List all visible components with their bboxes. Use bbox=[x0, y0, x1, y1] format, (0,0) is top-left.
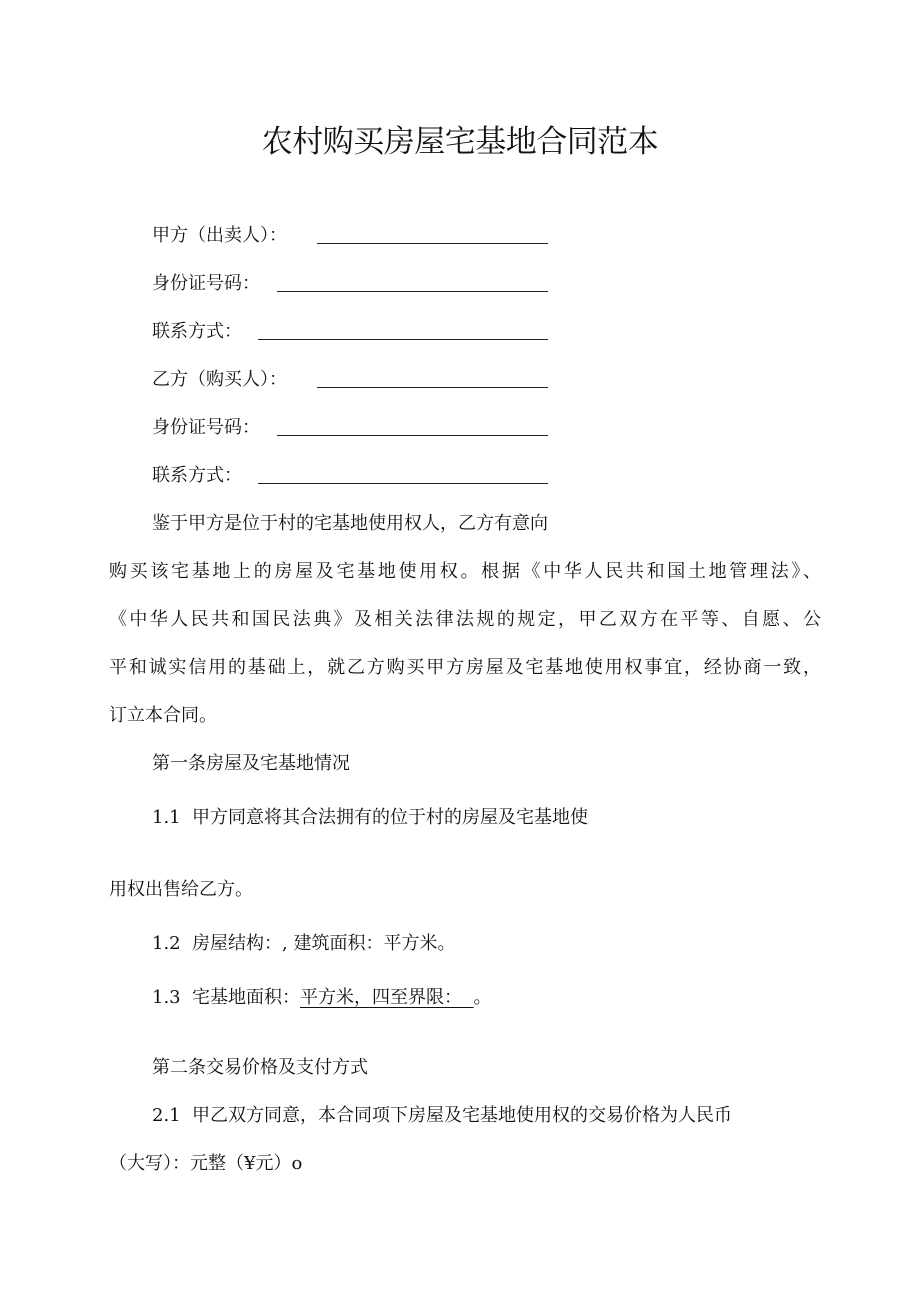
id-b-label: 身份证号码： bbox=[152, 417, 260, 438]
preamble-line-2: 购买该宅基地上的房屋及宅基地使用权。根据《中华人民共和国土地管理法》、 bbox=[109, 561, 821, 582]
contact-a-label: 联系方式： bbox=[152, 321, 242, 342]
party-b-label: 乙方（购买人）： bbox=[152, 369, 287, 390]
clause-1-1-number: 1.1 bbox=[152, 807, 181, 828]
clause-1-1-continuation: 用权出售给乙方。 bbox=[109, 879, 253, 900]
clause-1-1-text: 甲方同意将其合法拥有的位于村的房屋及宅基地使 bbox=[192, 807, 588, 828]
contact-a-blank[interactable] bbox=[258, 339, 548, 340]
clause-2-1-text: 甲乙双方同意，本合同项下房屋及宅基地使用权的交易价格为人民币 bbox=[192, 1105, 732, 1126]
id-a-blank[interactable] bbox=[277, 291, 548, 292]
preamble-line-3: 《中华人民共和国民法典》及相关法律法规的规定，甲乙双方在平等、自愿、公 bbox=[109, 609, 821, 630]
clause-1-3-number: 1.3 bbox=[152, 987, 181, 1008]
preamble-line-5: 订立本合同。 bbox=[109, 705, 217, 726]
document-title: 农村购买房屋宅基地合同范本 bbox=[261, 124, 659, 160]
preamble-line-1: 鉴于甲方是位于村的宅基地使用权人，乙方有意向 bbox=[152, 513, 548, 534]
article-2-heading: 第二条交易价格及支付方式 bbox=[152, 1057, 368, 1078]
clause-1-2-text: 房屋结构：, 建筑面积：平方米。 bbox=[192, 933, 456, 954]
id-b-blank[interactable] bbox=[277, 435, 548, 436]
id-a-label: 身份证号码： bbox=[152, 273, 260, 294]
clause-1-3-end: 。 bbox=[473, 987, 492, 1008]
clause-2-1-continuation: （大写）：元整（¥元）o bbox=[109, 1153, 303, 1174]
party-b-blank[interactable] bbox=[317, 387, 548, 388]
contact-b-label: 联系方式： bbox=[152, 465, 242, 486]
preamble-line-4: 平和诚实信用的基础上，就乙方购买甲方房屋及宅基地使用权事宜，经协商一致， bbox=[109, 657, 821, 678]
clause-2-1-number: 2.1 bbox=[152, 1105, 181, 1126]
article-1-heading: 第一条房屋及宅基地情况 bbox=[152, 753, 350, 774]
clause-1-3-label: 宅基地面积： bbox=[192, 987, 300, 1008]
clause-1-3-blank[interactable] bbox=[462, 987, 473, 1008]
party-a-label: 甲方（出卖人）： bbox=[152, 225, 287, 246]
clause-1-2-number: 1.2 bbox=[152, 933, 181, 954]
clause-1-3-text bbox=[192, 983, 491, 1013]
clause-1-3-underlined: 平方米，四至界限： bbox=[300, 987, 462, 1008]
party-a-blank[interactable] bbox=[317, 243, 548, 244]
contact-b-blank[interactable] bbox=[258, 483, 548, 484]
